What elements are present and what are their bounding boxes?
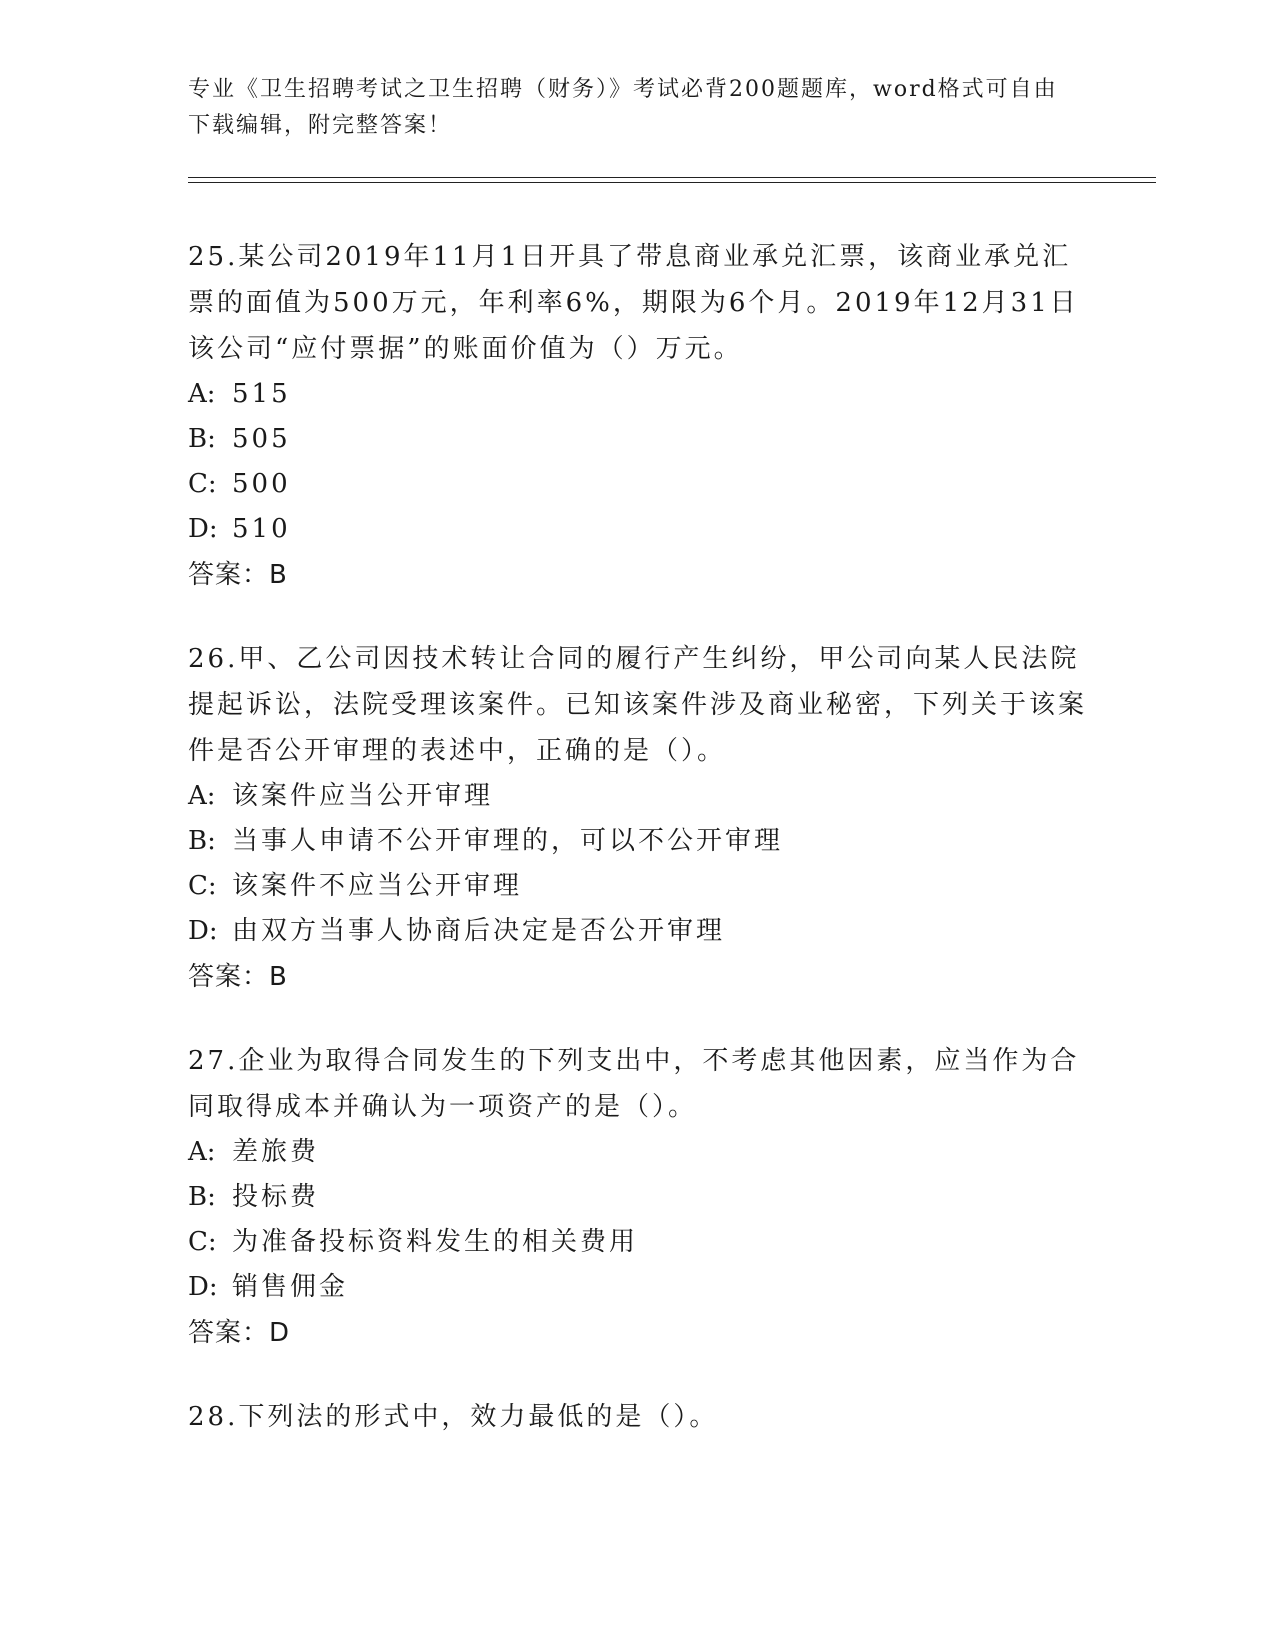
question-26 bbox=[188, 636, 1088, 1000]
option-a bbox=[188, 372, 1088, 417]
option-c bbox=[188, 1220, 1088, 1265]
option-text: 该案件应当公开审理 bbox=[232, 781, 494, 811]
option-letter: C: bbox=[188, 871, 217, 901]
question-28 bbox=[188, 1394, 1088, 1440]
option-letter: B: bbox=[188, 826, 216, 856]
option-b bbox=[188, 417, 1088, 462]
option-letter: D: bbox=[188, 1272, 218, 1302]
option-d bbox=[188, 1265, 1088, 1310]
option-b bbox=[188, 819, 1088, 864]
option-letter: C: bbox=[188, 469, 217, 499]
option-a bbox=[188, 774, 1088, 819]
option-text: 505 bbox=[232, 424, 291, 454]
option-letter: B: bbox=[188, 424, 216, 454]
option-b bbox=[188, 1175, 1088, 1220]
option-letter: D: bbox=[188, 916, 218, 946]
option-c bbox=[188, 864, 1088, 909]
question-stem: 26.甲、乙公司因技术转让合同的履行产生纠纷，甲公司向某人民法院提起诉讼，法院受理该案件。已知该案件涉及商业秘密，下列关于该案件是否公开审理的表述中，正确的是（）。 bbox=[188, 644, 1088, 766]
option-letter: A: bbox=[188, 781, 216, 811]
question-list bbox=[188, 234, 1088, 1478]
question-stem: 28.下列法的形式中，效力最低的是（）。 bbox=[188, 1402, 719, 1432]
option-text: 当事人申请不公开审理的，可以不公开审理 bbox=[232, 826, 784, 856]
document-header bbox=[188, 72, 1068, 144]
option-letter: D: bbox=[188, 514, 218, 544]
option-letter: B: bbox=[188, 1182, 216, 1212]
option-letter: A: bbox=[188, 379, 216, 409]
header-text: 专业《卫生招聘考试之卫生招聘（财务）》考试必背200题题库，word格式可自由下载编辑，附完整答案！ bbox=[188, 77, 1058, 138]
option-text: 该案件不应当公开审理 bbox=[232, 871, 523, 901]
option-letter: C: bbox=[188, 1227, 217, 1257]
option-d bbox=[188, 909, 1088, 954]
answer-line: 答案：D bbox=[188, 1318, 291, 1348]
question-25 bbox=[188, 234, 1088, 598]
option-a bbox=[188, 1130, 1088, 1175]
question-stem: 27.企业为取得合同发生的下列支出中，不考虑其他因素，应当作为合同取得成本并确认为一项资产的是（）。 bbox=[188, 1046, 1080, 1122]
question-stem: 25.某公司2019年11月1日开具了带息商业承兑汇票，该商业承兑汇票的面值为500万元，年利率6%，期限为6个月。2019年12月31日该公司“应付票据”的账面价值为（）万元。 bbox=[188, 242, 1079, 364]
option-c bbox=[188, 462, 1088, 507]
answer-line: 答案：B bbox=[188, 962, 288, 992]
header-divider-top bbox=[188, 177, 1156, 178]
option-d bbox=[188, 507, 1088, 552]
option-text: 投标费 bbox=[232, 1182, 320, 1212]
option-letter: A: bbox=[188, 1137, 216, 1167]
option-text: 由双方当事人协商后决定是否公开审理 bbox=[232, 916, 726, 946]
option-text: 差旅费 bbox=[232, 1137, 320, 1167]
header-divider-bottom bbox=[188, 182, 1156, 183]
option-text: 510 bbox=[232, 514, 291, 544]
question-27 bbox=[188, 1038, 1088, 1356]
option-text: 为准备投标资料发生的相关费用 bbox=[232, 1227, 639, 1257]
option-text: 销售佣金 bbox=[232, 1272, 349, 1302]
option-text: 515 bbox=[232, 379, 291, 409]
option-text: 500 bbox=[232, 469, 291, 499]
answer-line: 答案：B bbox=[188, 560, 288, 590]
